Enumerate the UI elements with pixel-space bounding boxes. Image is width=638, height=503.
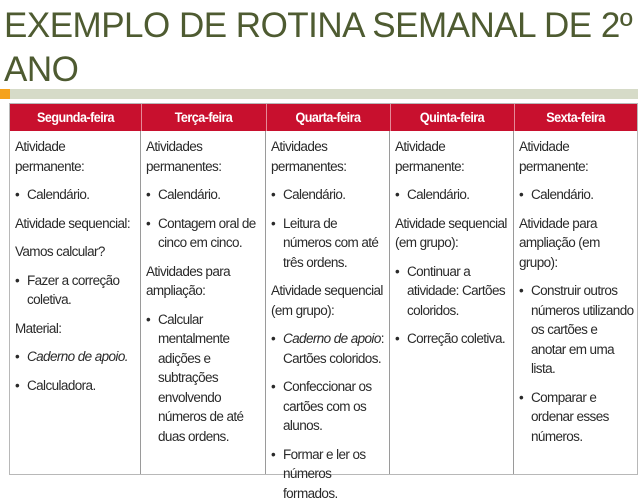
cell-text: Material:: [15, 319, 137, 339]
header-tuesday: Terça-feira: [147, 104, 260, 131]
cell-text: Atividade para ampliação (em grupo):: [519, 214, 634, 273]
cell-text: Atividade permanente:: [395, 137, 510, 176]
list-item: • Leitura de números com até três ordens.: [271, 214, 386, 273]
header-friday: Sexta-feira: [520, 104, 631, 131]
list-item: • Construir outros números utilizando os cartões e anotar em uma lista.: [519, 281, 634, 379]
list-item: • Calcular mentalmente adições e subtrações envolvendo números de até duas ordens.: [146, 310, 262, 447]
column-wednesday: [266, 131, 390, 474]
cell-text: Atividade sequencial:: [15, 214, 137, 234]
accent-square: [0, 89, 10, 99]
cell-text: Atividade permanente:: [519, 137, 634, 176]
header-monday: Segunda-feira: [17, 104, 135, 131]
column-monday: [10, 131, 141, 474]
list-item: • Calendário.: [519, 185, 634, 205]
list-item: • Caderno de apoio: Cartões coloridos.: [271, 329, 386, 368]
table-header-row: [10, 104, 637, 131]
list-item: • Calculadora.: [15, 376, 137, 396]
list-item: • Calendário.: [146, 185, 262, 205]
cell-text: Atividades para ampliação:: [146, 262, 262, 301]
list-item: • Comparar e ordenar esses números.: [519, 388, 634, 447]
list-item: • Correção coletiva.: [395, 329, 510, 349]
list-item: • Formar e ler os números formados.: [271, 445, 386, 503]
list-item: • Caderno de apoio.: [15, 347, 137, 367]
list-item: • Confeccionar os cartões com os alunos.: [271, 377, 386, 436]
list-item: • Fazer a correção coletiva.: [15, 271, 137, 310]
column-tuesday: [141, 131, 266, 474]
cell-text: Atividade sequencial (em grupo):: [271, 281, 386, 320]
cell-text: Atividade permanente:: [15, 137, 137, 176]
list-item: • Calendário.: [271, 185, 386, 205]
cell-text: Atividades permanentes:: [146, 137, 262, 176]
cell-text: Atividades permanentes:: [271, 137, 386, 176]
header-thursday: Quinta-feira: [396, 104, 508, 131]
column-thursday: [390, 131, 514, 474]
weekly-routine-table: [9, 103, 638, 475]
list-item: • Continuar a atividade: Cartões coloridos.: [395, 262, 510, 321]
cell-text: Vamos calcular?: [15, 242, 137, 262]
page-title: EXEMPLO DE ROTINA SEMANAL DE 2º ANO: [4, 4, 634, 92]
list-item: • Calendário.: [15, 185, 137, 205]
list-item: • Calendário.: [395, 185, 510, 205]
list-item: • Contagem oral de cinco em cinco.: [146, 214, 262, 253]
title-underline: [0, 89, 638, 99]
column-friday: [514, 131, 637, 474]
cell-text: Atividade sequencial (em grupo):: [395, 214, 510, 253]
header-wednesday: Quarta-feira: [272, 104, 384, 131]
